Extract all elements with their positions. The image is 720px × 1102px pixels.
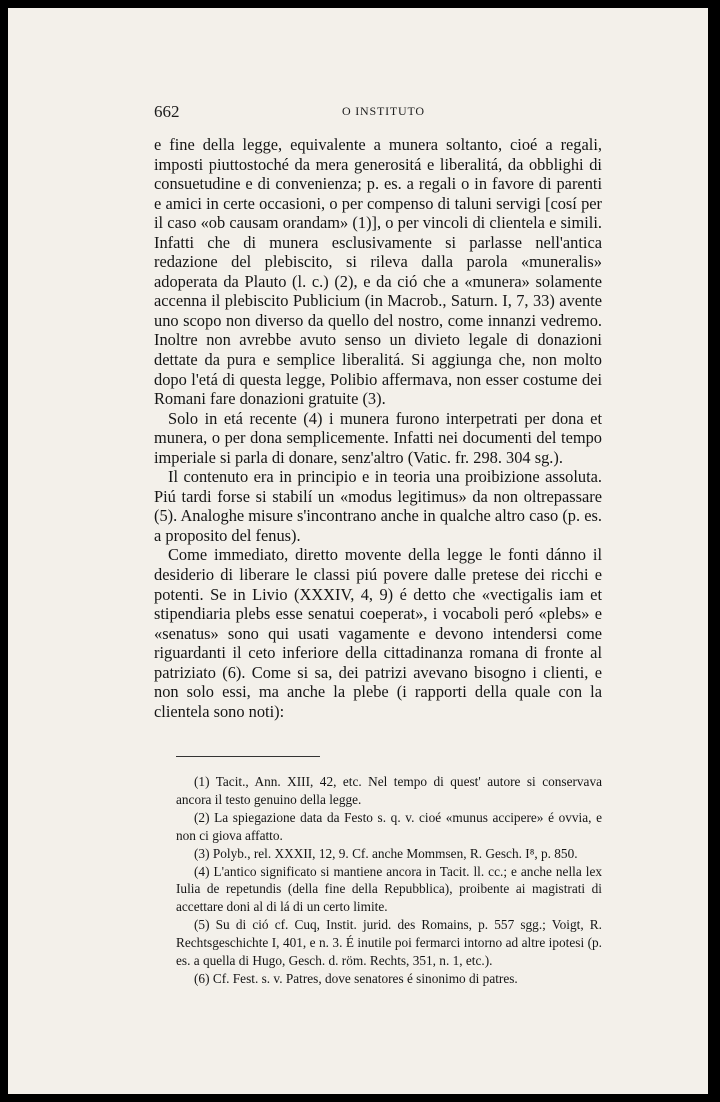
footnote: (1) Tacit., Ann. XIII, 42, etc. Nel tempo di quest' autore si conservava ancora il testo genuino della legge. xyxy=(176,774,602,807)
paragraph: Solo in etá recente (4) i munera furono interpetrati per dona et munera, o per dona semplicemente. Infatti nei documenti del tempo imperiale si parla di donare, senz'altro (Vatic. fr. 298. 304 sg.). xyxy=(154,408,602,467)
page-header xyxy=(154,102,598,122)
footnote: (5) Su di ció cf. Cuq, Instit. jurid. des Romains, p. 557 sgg.; Voigt, R. Rechtsgeschichte I, 401, e n. 3. É inutile poi fermarci intorno ad altre ipotesi (p. es. a quella di Hugo, Gesch. d. röm. Rechts, 351, n. 1, etc.). xyxy=(176,917,602,969)
footnote: (2) La spiegazione data da Festo s. q. v. cioé «munus accipere» é ovvia, e non ci giova affatto. xyxy=(176,809,602,843)
book-page xyxy=(8,8,708,1094)
footnote: (6) Cf. Fest. s. v. Patres, dove senatores é sinonimo di patres. xyxy=(194,970,518,986)
running-title: O INSTITUTO xyxy=(342,104,425,118)
main-text xyxy=(154,135,602,721)
footnote-separator xyxy=(176,756,320,757)
paragraph: e fine della legge, equivalente a munera soltanto, cioé a regali, imposti piuttostoché da mera generositá e liberalitá, da obblighi di consuetudine e di convenienza; p. es. a regali o in favore di parenti e amici in certe occasioni, o per compenso di taluni servigi [cosí per il caso «ob causam orandam» (1)], o per vincoli di clientela e simili. Infatti che di munera esclusivamente si parlasse nell'antica redazione del plebiscito, si rileva dalla parola «muneralis» adoperata da Plauto (l. c.) (2), e da ció che a «munera» solamente accenna il plebiscito Publicium (in Macrob., Saturn. I, 7, 33) avente uno scopo non diverso da quello del nostro, come innanzi vedremo. Inoltre non avrebbe avuto senso un divieto legale di donazioni dettate da pura e semplice liberalitá. Si aggiunga che, non molto dopo l'etá di questa legge, Polibio affermava, non esser costume dei Romani fare donazioni gratuite (3). xyxy=(154,135,602,409)
footnotes xyxy=(176,773,602,988)
footnote: (4) L'antico significato si mantiene ancora in Tacit. ll. cc.; e anche nella lex Iulia de repetundis (della fine della Repubblica), proibente ai magistrati di accettare doni al di lá di un certo limite. xyxy=(176,863,602,915)
paragraph: Come immediato, diretto movente della legge le fonti dánno il desiderio di liberare le classi piú povere dalle pretese dei ricchi e potenti. Se in Livio (XXXIV, 4, 9) é detto che «vectigalis iam et stipendiaria plebs esse senatui coeperat», i vocaboli peró «plebs» e «senatus» sono qui usati vagamente e devono intendersi come riguardanti il ceto inferiore della cittadinanza romana di fronte al patriziato (6). Come si sa, dei patrizi avevano bisogno i clienti, e non solo essi, ma anche la plebe (i rapporti della quale con la clientela sono noti): xyxy=(154,545,602,721)
page-number: 662 xyxy=(154,102,180,121)
footnote: (3) Polyb., rel. XXXII, 12, 9. Cf. anche Mommsen, R. Gesch. I⁸, p. 850. xyxy=(194,845,578,861)
paragraph: Il contenuto era in principio e in teoria una proibizione assoluta. Piú tardi forse si stabilí un «modus legitimus» da non oltrepassare (5). Analoghe misure s'incontrano anche in qualche altro caso (p. es. a proposito del fenus). xyxy=(154,467,602,545)
